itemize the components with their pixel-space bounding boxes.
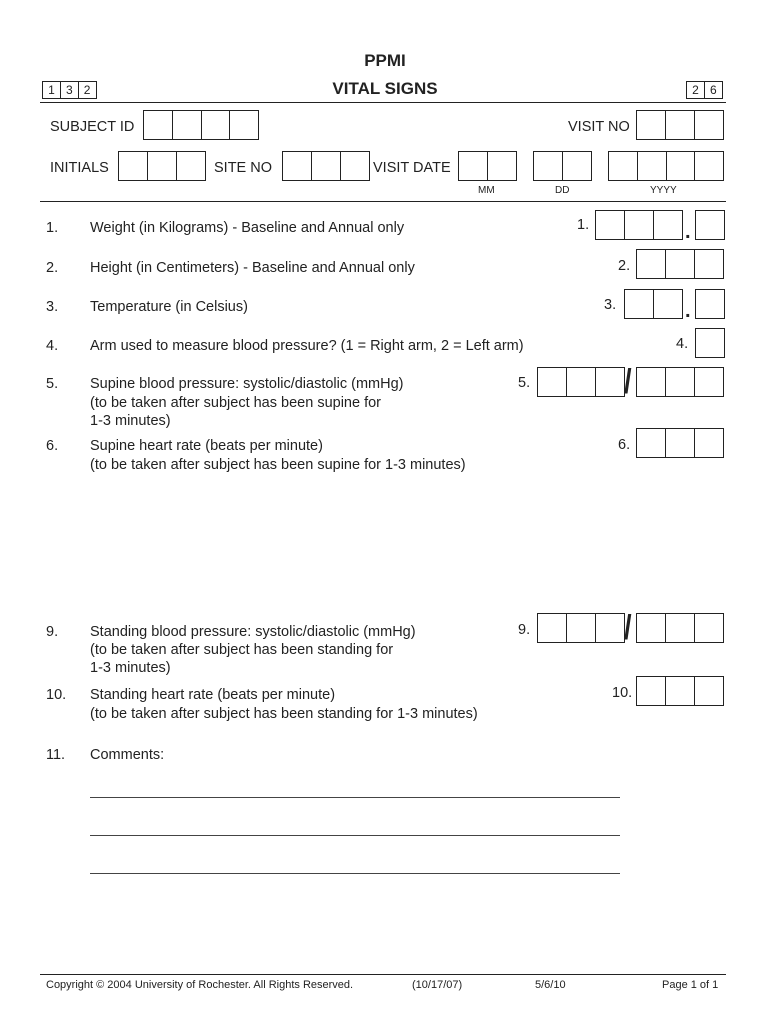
supine-diastolic-field[interactable] (636, 367, 722, 397)
standing-hr-box[interactable] (636, 676, 666, 706)
year-box[interactable] (637, 151, 667, 181)
q1-text: Weight (in Kilograms) - Baseline and Annual only (90, 220, 405, 236)
visit-no-label: VISIT NO (568, 119, 630, 135)
subject-id-label: SUBJECT ID (50, 119, 135, 135)
initials-field[interactable] (118, 151, 204, 181)
q2-number: 2. (46, 260, 59, 276)
form-code (42, 81, 95, 99)
visit-date-mm[interactable] (458, 151, 516, 181)
q6-line-2: (to be taken after subject has been supine for 1-3 minutes) (90, 457, 466, 473)
subject-id-box[interactable] (229, 110, 259, 140)
decimal-point: . (685, 300, 691, 322)
month-box[interactable] (487, 151, 517, 181)
standing-diastolic-box[interactable] (694, 613, 724, 643)
form-code-digit: 2 (78, 81, 97, 99)
temperature-decimal-box[interactable] (695, 289, 725, 319)
supine-systolic-box[interactable] (566, 367, 596, 397)
supine-diastolic-box[interactable] (636, 367, 666, 397)
q5-line-3: 1-3 minutes) (90, 413, 171, 429)
initials-box[interactable] (118, 151, 148, 181)
ids-divider (40, 201, 726, 202)
weight-digit-box[interactable] (624, 210, 654, 240)
subject-id-box[interactable] (201, 110, 231, 140)
copyright-text: Copyright © 2004 University of Rochester. All Rights Reserved. (46, 979, 354, 991)
supine-hr-field[interactable] (636, 428, 722, 458)
decimal-point: . (685, 221, 691, 243)
supine-hr-box[interactable] (636, 428, 666, 458)
q5-line-2: (to be taken after subject has been supine for (90, 395, 381, 411)
mm-caption: MM (478, 185, 495, 196)
form-code-digit: 1 (42, 81, 61, 99)
height-digit-box[interactable] (665, 249, 695, 279)
temperature-digit-box[interactable] (653, 289, 683, 319)
visit-no-box[interactable] (665, 110, 695, 140)
temperature-digit-box[interactable] (624, 289, 654, 319)
site-no-box[interactable] (340, 151, 370, 181)
visit-no-box[interactable] (636, 110, 666, 140)
comment-line[interactable] (90, 835, 620, 836)
standing-systolic-field[interactable] (537, 613, 623, 643)
page-number: Page 1 of 1 (662, 979, 719, 991)
slash-separator: / (623, 363, 632, 401)
initials-box[interactable] (147, 151, 177, 181)
q11-text: Comments: (90, 747, 165, 763)
comment-line[interactable] (90, 873, 620, 874)
supine-diastolic-box[interactable] (694, 367, 724, 397)
q11-number: 11. (46, 747, 66, 763)
height-digit-box[interactable] (694, 249, 724, 279)
yyyy-caption: YYYY (650, 185, 677, 196)
weight-digit-box[interactable] (653, 210, 683, 240)
header-divider (40, 102, 726, 103)
standing-systolic-box[interactable] (595, 613, 625, 643)
q4-number: 4. (46, 338, 59, 354)
supine-systolic-box[interactable] (595, 367, 625, 397)
standing-systolic-box[interactable] (537, 613, 567, 643)
initials-box[interactable] (176, 151, 206, 181)
weight-decimal-box[interactable] (695, 210, 725, 240)
subject-id-box[interactable] (143, 110, 173, 140)
q5-line-1: Supine blood pressure: systolic/diastolic (mmHg) (90, 376, 404, 392)
q2-box-label: 2. (618, 258, 631, 274)
org-name: PPMI (364, 51, 406, 70)
height-digit-box[interactable] (636, 249, 666, 279)
q10-line-2: (to be taken after subject has been standing for 1-3 minutes) (90, 706, 478, 722)
standing-diastolic-box[interactable] (636, 613, 666, 643)
day-box[interactable] (533, 151, 563, 181)
weight-field[interactable] (595, 210, 681, 240)
weight-decimal-field[interactable] (695, 210, 724, 240)
footer-divider (40, 974, 726, 975)
dd-caption: DD (555, 185, 570, 196)
q10-box-label: 10. (612, 685, 633, 701)
site-no-box[interactable] (311, 151, 341, 181)
page-code-digit: 6 (704, 81, 723, 99)
visit-date-dd[interactable] (533, 151, 591, 181)
q10-number: 10. (46, 687, 67, 703)
page-code-digit: 2 (686, 81, 705, 99)
q5-box-label: 5. (518, 375, 531, 391)
q5-number: 5. (46, 376, 59, 392)
visit-no-field[interactable] (636, 110, 722, 140)
temperature-decimal-field[interactable] (695, 289, 724, 319)
supine-diastolic-box[interactable] (665, 367, 695, 397)
standing-hr-box[interactable] (694, 676, 724, 706)
subject-id-field[interactable] (143, 110, 258, 140)
q1-box-label: 1. (577, 217, 590, 233)
q3-text: Temperature (in Celsius) (90, 299, 248, 315)
version-text: (10/17/07) (412, 979, 463, 991)
day-box[interactable] (562, 151, 592, 181)
standing-systolic-box[interactable] (566, 613, 596, 643)
visit-no-box[interactable] (694, 110, 724, 140)
year-box[interactable] (694, 151, 724, 181)
supine-hr-box[interactable] (694, 428, 724, 458)
q3-number: 3. (46, 299, 59, 315)
height-field[interactable] (636, 249, 722, 279)
form-code-digit: 3 (60, 81, 79, 99)
initials-label: INITIALS (50, 160, 109, 176)
q6-number: 6. (46, 438, 59, 454)
site-no-box[interactable] (282, 151, 312, 181)
q3-box-label: 3. (604, 297, 617, 313)
supine-hr-box[interactable] (665, 428, 695, 458)
q4-box-label: 4. (676, 336, 689, 352)
year-box[interactable] (608, 151, 638, 181)
site-no-label: SITE NO (214, 160, 273, 176)
q4-text: Arm used to measure blood pressure? (1 = Right arm, 2 = Left arm) (90, 338, 524, 354)
q1-number: 1. (46, 220, 59, 236)
comment-line[interactable] (90, 797, 620, 798)
revision-date: 5/6/10 (535, 979, 566, 991)
q9-number: 9. (46, 624, 59, 640)
arm-box[interactable] (695, 328, 725, 358)
slash-separator: / (623, 609, 632, 647)
standing-hr-box[interactable] (665, 676, 695, 706)
arm-field[interactable] (695, 328, 724, 358)
standing-hr-field[interactable] (636, 676, 722, 706)
q9-line-3: 1-3 minutes) (90, 660, 171, 676)
visit-date-label: VISIT DATE (373, 160, 451, 176)
month-box[interactable] (458, 151, 488, 181)
subject-id-box[interactable] (172, 110, 202, 140)
q6-box-label: 6. (618, 437, 631, 453)
q9-box-label: 9. (518, 622, 531, 638)
form-title: VITAL SIGNS (332, 79, 438, 98)
q6-line-1: Supine heart rate (beats per minute) (90, 438, 323, 454)
temperature-field[interactable] (624, 289, 682, 319)
year-box[interactable] (666, 151, 696, 181)
q2-text: Height (in Centimeters) - Baseline and Annual only (90, 260, 415, 276)
site-no-field[interactable] (282, 151, 368, 181)
q10-line-1: Standing heart rate (beats per minute) (90, 687, 336, 703)
supine-systolic-box[interactable] (537, 367, 567, 397)
standing-diastolic-box[interactable] (665, 613, 695, 643)
q9-line-1: Standing blood pressure: systolic/diastolic (mmHg) (90, 624, 416, 640)
weight-digit-box[interactable] (595, 210, 625, 240)
supine-systolic-field[interactable] (537, 367, 623, 397)
q9-line-2: (to be taken after subject has been standing for (90, 642, 394, 658)
visit-date-yyyy[interactable] (608, 151, 723, 181)
standing-diastolic-field[interactable] (636, 613, 722, 643)
page-code (686, 81, 722, 99)
